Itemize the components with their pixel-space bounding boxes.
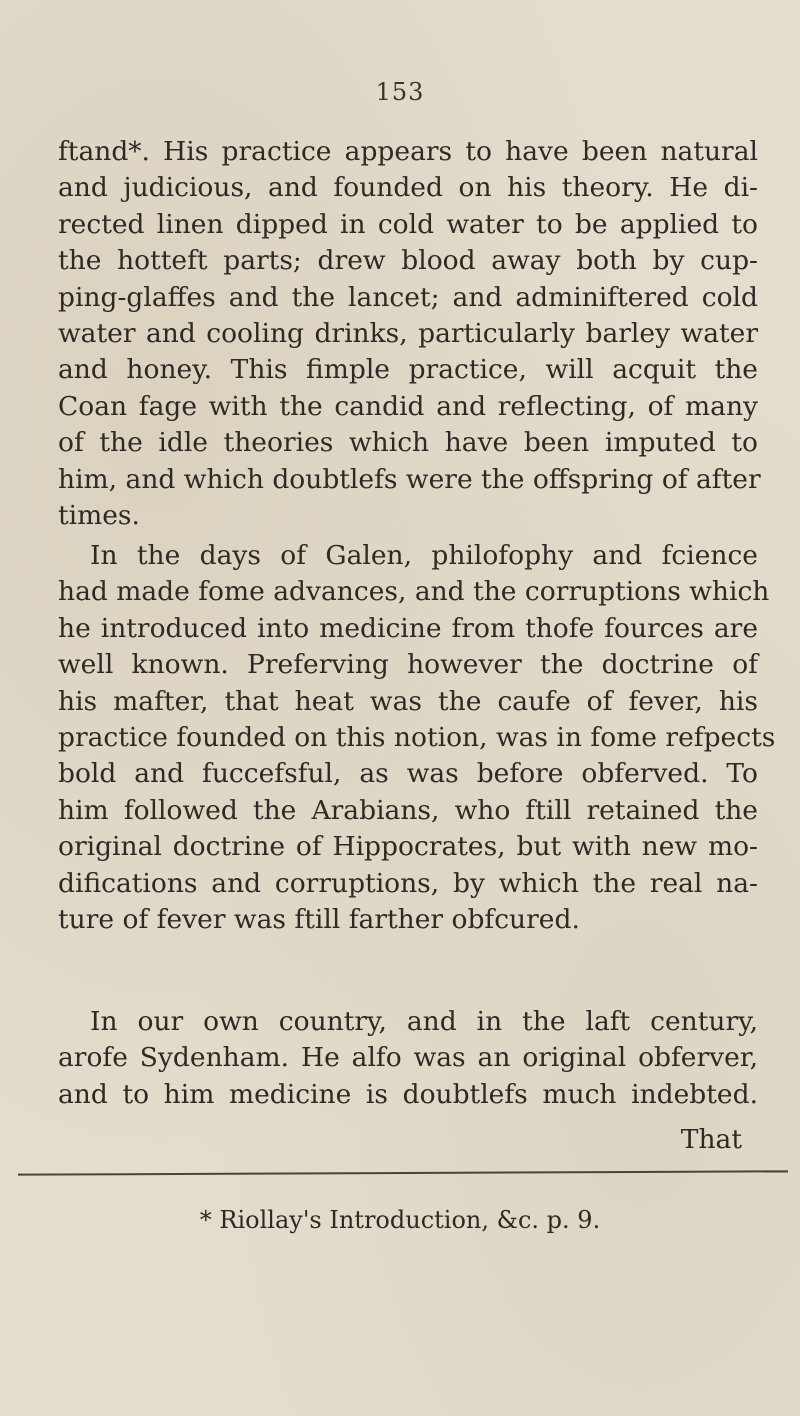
paragraph-3 bbox=[58, 1004, 758, 1113]
paragraph-line: original doctrine of Hippocrates, but with new mo- bbox=[58, 831, 758, 863]
paragraph-line: difications and corruptions, by which the real na- bbox=[58, 867, 758, 899]
paragraph-line: of the idle theories which have been imputed to bbox=[58, 427, 758, 459]
paragraph-line: had made fome advances, and the corruptions which bbox=[58, 576, 770, 608]
catch-word: That bbox=[680, 1124, 742, 1155]
paragraph-line: his mafter, that heat was the caufe of fever, his bbox=[58, 685, 758, 717]
paragraph-line: In the days of Galen, philofophy and fcience bbox=[90, 540, 758, 571]
paragraph-line: ftand*. His practice appears to have been natural bbox=[58, 136, 758, 167]
paragraph-line: water and cooling drinks, particularly barley water bbox=[58, 318, 758, 350]
paragraph-line: and honey. This fimple practice, will acquit the bbox=[58, 354, 758, 386]
paragraph-line: arofe Sydenham. He alfo was an original obferver, bbox=[58, 1042, 758, 1074]
paragraph-line: him followed the Arabians, who ftill retained the bbox=[58, 794, 758, 826]
paragraph-line: him, and which doubtlefs were the offspring of after bbox=[58, 463, 761, 495]
paragraph-line: practice founded on this notion, was in fome refpects bbox=[58, 722, 776, 754]
paragraph-1 bbox=[58, 134, 761, 534]
paragraph-line: he introduced into medicine from thofe fources are bbox=[58, 612, 758, 644]
paragraph-line: Coan fage with the candid and reflecting, of many bbox=[58, 390, 758, 422]
paragraph-line: ping-glaffes and the lancet; and adminiftered cold bbox=[58, 281, 758, 313]
page-number: 153 bbox=[375, 78, 425, 106]
footnote: * Riollay's Introduction, &c. p. 9. bbox=[199, 1206, 601, 1234]
paragraph-line: times. bbox=[58, 500, 140, 532]
paragraph-line: rected linen dipped in cold water to be applied to bbox=[58, 208, 758, 240]
paragraph-line: and judicious, and founded on his theory. He di- bbox=[58, 172, 758, 204]
paragraph-line: well known. Preferving however the doctrine of bbox=[58, 649, 758, 681]
paragraph-line: bold and fuccefsful, as was before obferved. To bbox=[58, 758, 758, 790]
paragraph-2 bbox=[58, 538, 776, 938]
paragraph-line: the hotteft parts; drew blood away both by cup- bbox=[58, 245, 758, 277]
paragraph-line: and to him medicine is doubtlefs much indebted. bbox=[58, 1078, 758, 1110]
footnote-rule bbox=[18, 1170, 788, 1175]
paragraph-line: ture of fever was ftill farther obfcured. bbox=[58, 904, 580, 936]
paragraph-line: In our own country, and in the laft century, bbox=[90, 1006, 758, 1037]
